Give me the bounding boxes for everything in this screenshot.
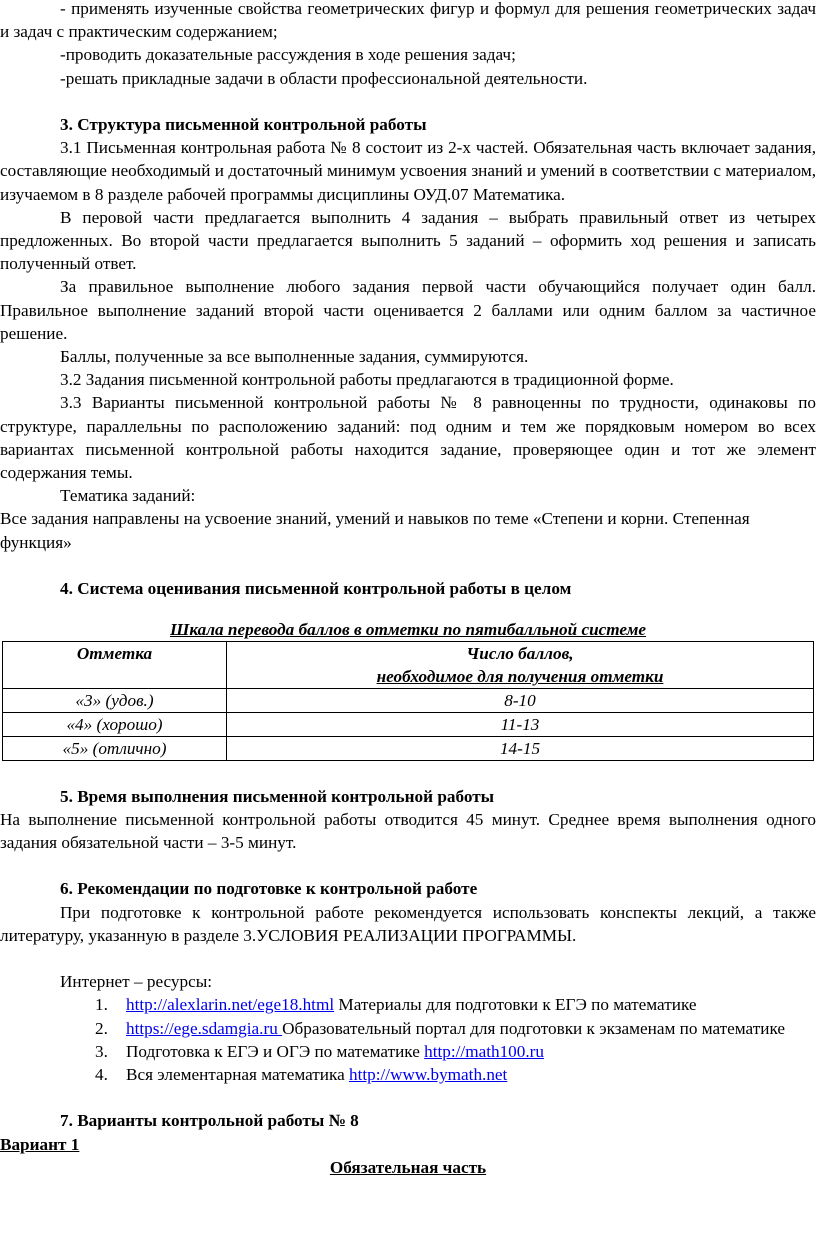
section-4-heading: 4. Система оценивания письменной контрольной работы в целом (60, 579, 572, 599)
list-item (95, 993, 816, 1016)
points-cell: 8-10 (227, 689, 814, 713)
paragraph: Тематика заданий: (60, 486, 196, 506)
part-title: Обязательная часть (329, 1157, 487, 1177)
table-row (3, 737, 814, 761)
resource-text: Материалы для подготовки к ЕГЭ по математике (334, 995, 697, 1015)
section-3-heading: 3. Структура письменной контрольной работы (60, 115, 427, 134)
variant-title: Вариант 1 (0, 1134, 80, 1154)
resource-text: Образовательный портал для подготовки к экзаменам по математике (282, 1018, 785, 1038)
intro-line-3: -решать прикладные задачи в области профессиональной деятельности. (60, 68, 588, 88)
list-item (95, 1040, 816, 1063)
list-item (95, 1017, 816, 1040)
list-number: 3. (95, 1041, 108, 1061)
col-points-header-line1: Число баллов, (466, 644, 574, 664)
resource-text: Подготовка к ЕГЭ и ОГЭ по математике (126, 1041, 425, 1061)
paragraph: 3.1 Письменная контрольная работа № 8 состоит из 2-х частей. Обязательная часть включает задания, составляющие необходимый и достаточный минимум усвоения знаний и умений в соответствии с материалом, изучаемом в 8 разделе рабочей программы дисциплины ОУД.07 Математика. (0, 138, 816, 204)
section-5-text: На выполнение письменной контрольной работы отводится 45 минут. Среднее время выполнения одного задания обязательной части – 3-5 минут. (0, 809, 816, 853)
points-cell: 14-15 (227, 737, 814, 761)
resource-link[interactable]: http://www.bymath.net (349, 1065, 508, 1085)
list-number: 1. (95, 995, 108, 1015)
section-5-heading: 5. Время выполнения письменной контрольной работы (60, 786, 495, 806)
list-number: 4. (95, 1065, 108, 1085)
paragraph: За правильное выполнение любого задания первой части обучающийся получает один балл. Правильное выполнение заданий второй части оценивается 2 баллами или одним баллом за частичное решение. (0, 277, 816, 343)
grading-table (2, 641, 814, 761)
resources-title: Интернет – ресурсы: (60, 972, 213, 992)
points-cell: 11-13 (227, 713, 814, 737)
resource-text: Вся элементарная математика (126, 1065, 349, 1085)
section-6-text: При подготовке к контрольной работе рекомендуется использовать конспекты лекций, а также литературу, указанную в разделе 3.УСЛОВИЯ РЕАЛИЗАЦИИ ПРОГРАММЫ. (0, 902, 816, 945)
paragraph: 3.2 Задания письменной контрольной работы предлагаются в традиционной форме. (60, 370, 674, 390)
topic-line: Все задания направлены на усвоение знаний, умений и навыков по теме «Степени и корни. Степенная функция» (0, 509, 750, 552)
resource-link[interactable]: http://alexlarin.net/ege18.html (126, 995, 335, 1015)
list-number: 2. (95, 1018, 108, 1038)
intro-line-2: -проводить доказательные рассуждения в ходе решения задач; (60, 45, 516, 65)
section-6-heading: 6. Рекомендации по подготовке к контрольной работе (60, 879, 478, 899)
grade-cell: «3» (удов.) (3, 689, 227, 713)
table-header-row (3, 642, 814, 689)
section-7-heading: 7. Варианты контрольной работы № 8 (60, 1111, 359, 1131)
grade-cell: «5» (отлично) (3, 737, 227, 761)
table-caption: Шкала перевода баллов в отметки по пятибалльной системе (169, 620, 647, 640)
resource-link[interactable]: http://math100.ru (424, 1041, 544, 1061)
intro-line-1: - применять изученные свойства геометрических фигур и формул для решения геометрических задач и задач с практическим содержанием; (0, 0, 816, 42)
list-item (95, 1063, 816, 1086)
col-points-header (227, 642, 814, 689)
paragraph: В перовой части предлагается выполнить 4 задания – выбрать правильный ответ из четырех предложенных. Во второй части предлагается выполнить 5 заданий – оформить ход решения и записать полученный ответ. (0, 207, 816, 274)
table-row (3, 689, 814, 713)
paragraph: Баллы, полученные за все выполненные задания, суммируются. (60, 347, 529, 367)
paragraph: 3.3 Варианты письменной контрольной работы № 8 равноценны по трудности, одинаковы по структуре, параллельны по расположению заданий: под одним и тем же порядковым номером во всех вариантах письменной контрольной работы находится задание, проверяющее один и тот же элемент содержания темы. (0, 393, 816, 483)
resource-link[interactable]: https://ege.sdamgia.ru (126, 1018, 283, 1038)
table-row (3, 713, 814, 737)
grade-cell: «4» (хорошо) (3, 713, 227, 737)
col-points-header-line2: необходимое для получения отметки (376, 667, 664, 687)
col-grade-header: Отметка (3, 642, 227, 689)
resources-list (0, 993, 816, 1086)
